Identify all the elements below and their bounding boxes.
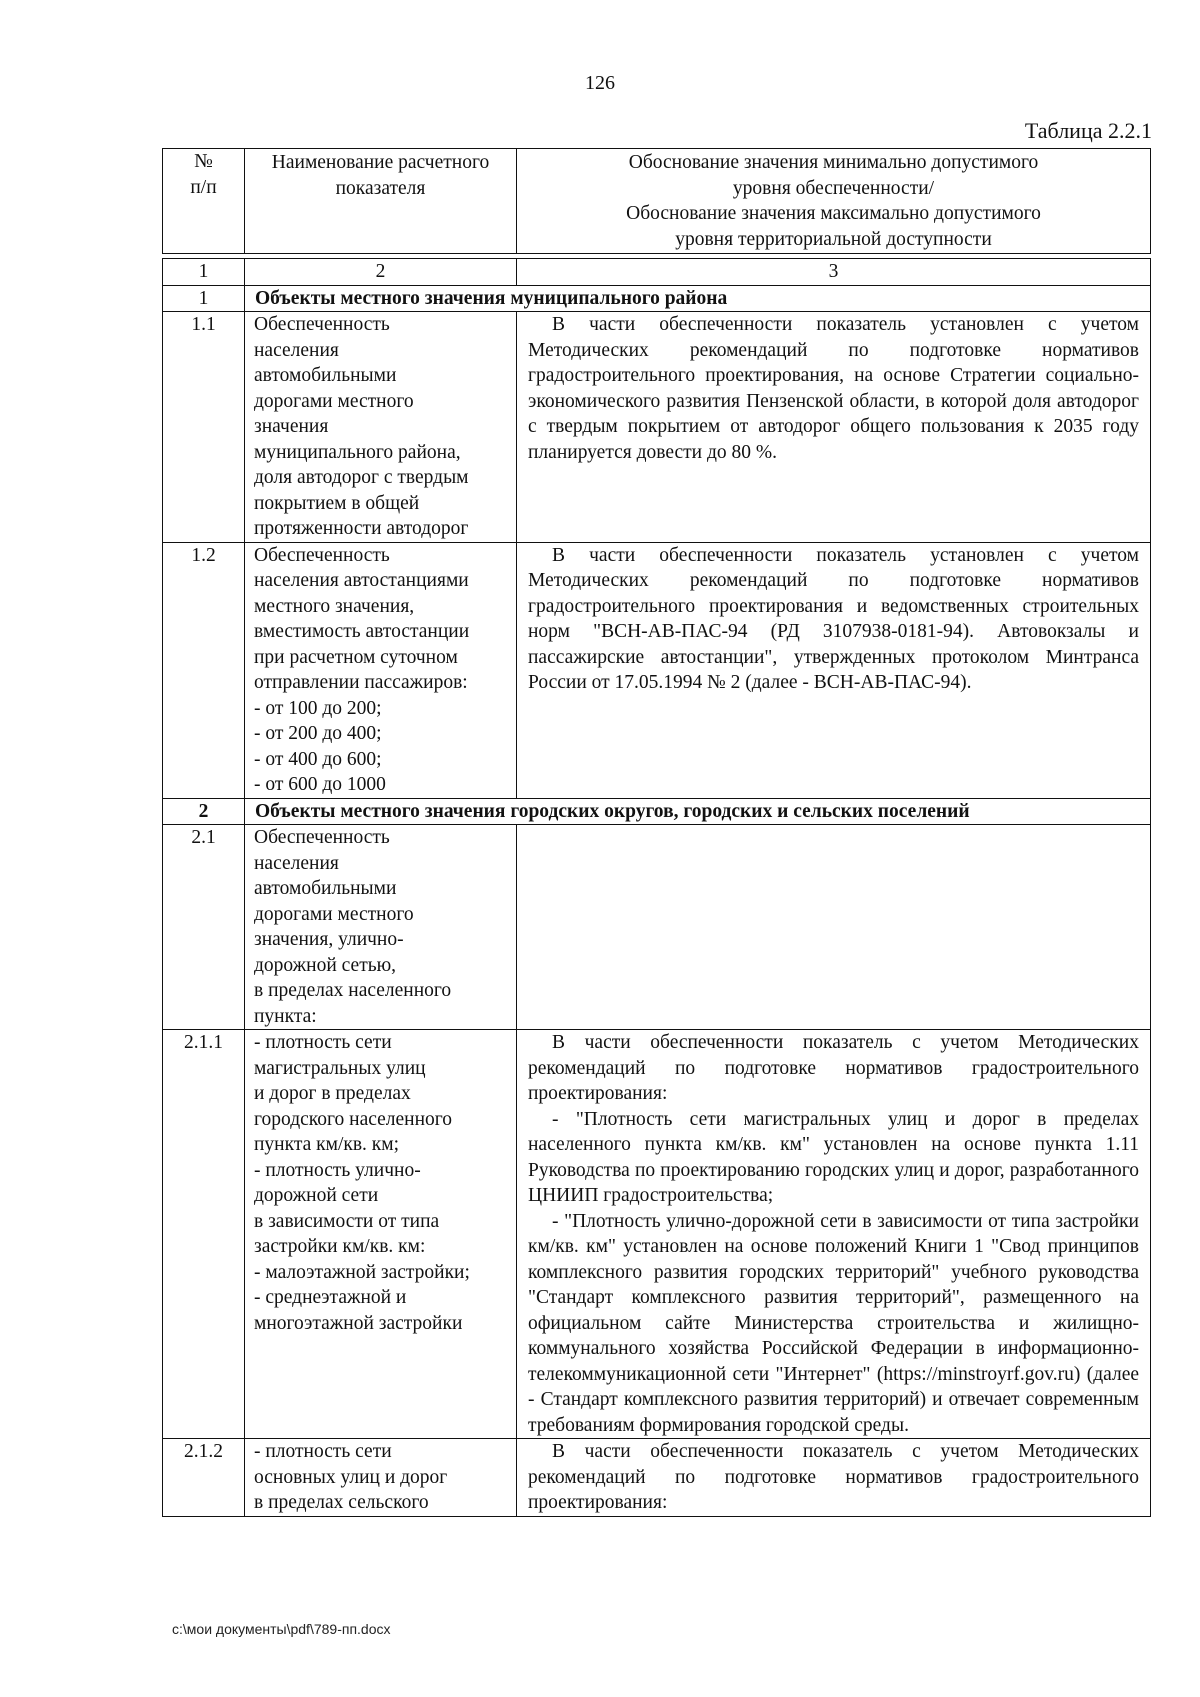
indicator-name-line: местного значения, — [254, 595, 415, 617]
indicator-name-line: в зависимости от типа — [254, 1210, 440, 1232]
indicator-name-line: - малоэтажной застройки; — [254, 1261, 470, 1283]
indicator-name-line: населения — [254, 852, 339, 874]
section-number: 2 — [163, 798, 245, 825]
section-title: Объекты местного значения городских округов, городских и сельских поселений — [245, 798, 1151, 825]
column-number: 3 — [517, 259, 1151, 286]
indicator-name-line: дорожной сетью, — [254, 954, 397, 976]
column-numbers-row — [163, 259, 1151, 286]
indicator-name-line: и дорог в пределах — [254, 1083, 411, 1104]
item-number: 2.1.2 — [163, 1439, 245, 1517]
indicator-name-line: муниципального района, — [254, 441, 461, 463]
indicator-name-line: - от 600 до 1000 — [254, 774, 386, 795]
justification-paragraph: В части обеспеченности показатель установлен с учетом Методических рекомендаций по подготовке нормативов градостроительного проектирования, на основе Стратегии социально-экономического развития Пензенской области, в которой доля автодорог с твердым покрытием от автодорог общего пользования к 2035 году планируется довести до 80 %. — [528, 314, 1139, 463]
indicator-name — [245, 1030, 517, 1439]
indicator-name-line: многоэтажной застройки — [254, 1312, 463, 1334]
indicator-name-line: автомобильными — [254, 878, 397, 899]
indicator-name-line: пункта: — [254, 1005, 317, 1027]
indicator-name-line: доля автодорог с твердым — [254, 467, 469, 488]
header-line: уровня обеспеченности/ — [732, 177, 935, 199]
indicator-name-line: городского населенного — [254, 1108, 453, 1130]
table-row — [163, 1030, 1151, 1439]
indicator-name-line: при расчетном суточном — [254, 646, 458, 668]
indicator-name-line: значения — [254, 416, 329, 437]
indicator-name — [245, 1439, 517, 1517]
item-number: 1.2 — [163, 542, 245, 798]
indicator-name-line: дорогами местного — [254, 903, 414, 925]
item-number: 1.1 — [163, 312, 245, 543]
indicator-name — [245, 312, 517, 543]
indicator-name-line: населения автостанциями — [254, 570, 469, 591]
header-line: Наименование расчетного — [271, 152, 490, 173]
indicator-name-line: в пределах сельского — [254, 1492, 429, 1513]
file-path-footer: c:\мои документы\pdf\789-пп.docx — [172, 1621, 391, 1637]
table-caption: Таблица 2.2.1 — [1024, 118, 1152, 143]
indicator-name-line: магистральных улиц — [254, 1057, 426, 1079]
header-line: № — [194, 151, 213, 172]
header-line: Обоснование значения минимально допустимого — [628, 152, 1039, 173]
indicator-name-line: пункта км/кв. км; — [254, 1134, 400, 1155]
indicator-name-line: значения, улично- — [254, 929, 404, 950]
justification-paragraph: В части обеспеченности показатель с учетом Методических рекомендаций по подготовке нормативов градостроительного проектирования: — [528, 1441, 1139, 1513]
indicator-name-line: - от 100 до 200; — [254, 697, 382, 719]
indicator-name-line: - плотность сети — [254, 1032, 392, 1053]
indicator-name-line: - плотность сети — [254, 1441, 392, 1462]
header-col-number — [163, 149, 245, 254]
justification-paragraph: - "Плотность сети магистральных улиц и дорог в пределах населенного пункта км/кв. км" установлен на основе пункта 1.11 Руководства по проектированию городских улиц и дорог, разработанного ЦНИИП градостроительства; — [528, 1108, 1139, 1206]
header-col-justification — [517, 149, 1151, 254]
indicator-name-line: - плотность улично- — [254, 1159, 421, 1181]
page-number: 126 — [585, 72, 615, 94]
section-row — [163, 285, 1151, 312]
indicator-name-line: Обеспеченность — [254, 314, 390, 335]
indicator-name-line: населения — [254, 339, 339, 361]
justification-paragraph: В части обеспеченности показатель установлен с учетом Методических рекомендаций по подготовке нормативов градостроительного проектирования и ведомственных строительных норм "ВСН-АВ-ПАС-94 (РД 3107938-0181-94). Автовокзалы и пассажирские автостанции", утвержденных протоколом Минтранса России от 17.05.1994 № 2 (далее - ВСН-АВ-ПАС-94). — [528, 544, 1139, 693]
indicator-name-line: вместимость автостанции — [254, 621, 470, 642]
header-line: показателя — [335, 177, 426, 199]
section-number: 1 — [163, 285, 245, 312]
indicator-name-line: дорожной сети — [254, 1185, 379, 1206]
indicator-name-line: протяженности автодорог — [254, 518, 469, 539]
indicator-name — [245, 825, 517, 1030]
table-row — [163, 1439, 1151, 1517]
table-header-row — [163, 149, 1151, 254]
indicator-name-line: автомобильными — [254, 365, 397, 386]
indicator-name-line: - от 400 до 600; — [254, 748, 382, 770]
item-number: 2.1 — [163, 825, 245, 1030]
table-body — [163, 285, 1151, 1516]
indicator-name — [245, 542, 517, 798]
indicator-name-line: в пределах населенного — [254, 980, 452, 1001]
header-line: Обоснование значения максимально допустимого — [626, 203, 1041, 224]
indicator-name-line: Обеспеченность — [254, 827, 390, 848]
indicator-name-line: Обеспеченность — [254, 544, 390, 566]
column-number: 1 — [163, 259, 245, 286]
table-row — [163, 542, 1151, 798]
indicator-name-line: - от 200 до 400; — [254, 723, 382, 744]
header-col-indicator — [245, 149, 517, 254]
header-line: п/п — [190, 176, 217, 198]
table-row — [163, 312, 1151, 543]
indicator-name-line: дорогами местного — [254, 390, 414, 412]
indicator-name-line: - среднеэтажной и — [254, 1287, 407, 1308]
column-number: 2 — [245, 259, 517, 286]
justification-text — [517, 825, 1151, 1030]
justification-text — [517, 1439, 1151, 1517]
justification-text — [517, 312, 1151, 543]
indicator-name-line: покрытием в общей — [254, 492, 420, 514]
justification-paragraph: В части обеспеченности показатель с учетом Методических рекомендаций по подготовке нормативов градостроительного проектирования: — [528, 1032, 1139, 1104]
item-number: 2.1.1 — [163, 1030, 245, 1439]
section-title: Объекты местного значения муниципального района — [245, 285, 1151, 312]
table — [162, 148, 1151, 1517]
table-row — [163, 825, 1151, 1030]
justification-text — [517, 1030, 1151, 1439]
indicator-name-line: застройки км/кв. км: — [254, 1236, 426, 1257]
section-row — [163, 798, 1151, 825]
indicator-name-line: отправлении пассажиров: — [254, 672, 468, 693]
header-line: уровня территориальной доступности — [675, 228, 992, 250]
standards-table — [162, 148, 1150, 1517]
justification-text — [517, 542, 1151, 798]
justification-paragraph: - "Плотность улично-дорожной сети в зависимости от типа застройки км/кв. км" установлен на основе положений Книги 1 "Свод принципов комплексного развития городских территорий" учебного руководства "Стандарт комплексного развития территорий", размещенного на официальном сайте Министерства строительства и жилищно-коммунального хозяйства Российской Федерации в информационно-телекоммуникационной сети "Интернет" (https://minstroyrf.gov.ru) (далее - Стандарт комплексного развития территорий) и отвечает современным требованиям формирования городской среды. — [528, 1210, 1139, 1436]
indicator-name-line: основных улиц и дорог — [254, 1466, 448, 1488]
